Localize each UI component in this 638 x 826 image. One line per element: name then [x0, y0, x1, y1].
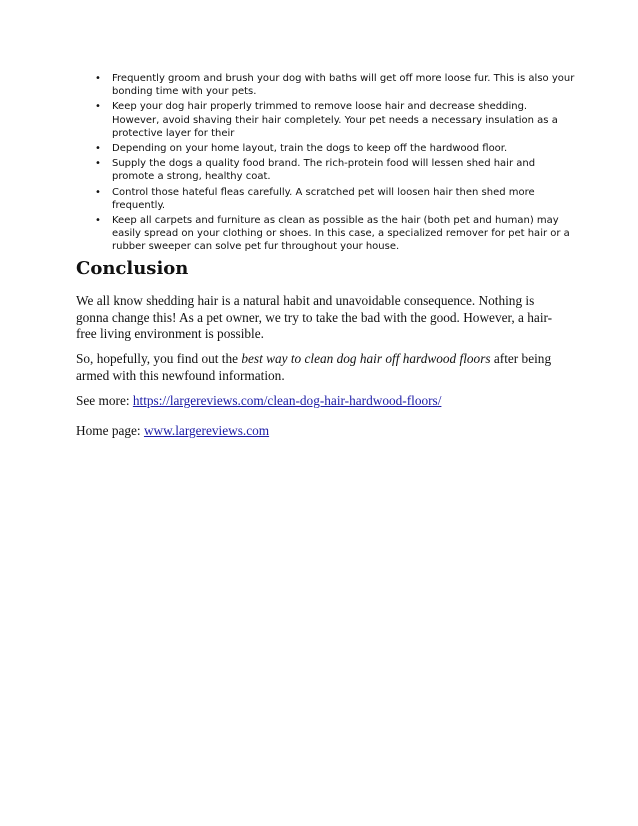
list-item — [76, 72, 576, 98]
bullet-text: Keep all carpets and furniture as clean as possible as the hair (both pet and human) may easily spread on your clothing or shoes. In this case, a specialized remover for pet hair or a rubber sweeper can solve pet fur throughout your house. — [112, 215, 570, 253]
list-item — [76, 157, 576, 183]
see-more-link[interactable]: https://largereviews.com/clean-dog-hair-hardwood-floors/ — [132, 393, 442, 408]
summary-paragraph — [76, 351, 566, 384]
tips-bullet-list — [76, 72, 576, 256]
summary-text-start: So, hopefully, you find out the — [76, 351, 242, 366]
bullet-text: Keep your dog hair properly trimmed to remove loose hair and decrease shedding. However, avoid shaving their hair completely. Your pet needs a necessary insulation as a protective layer for their — [112, 101, 558, 139]
list-item — [76, 186, 576, 212]
list-item — [76, 100, 576, 140]
bullet-text: Depending on your home layout, train the dogs to keep off the hardwood floor. — [112, 143, 508, 155]
bullet-icon: • — [95, 143, 101, 155]
bullet-icon: • — [95, 186, 101, 198]
conclusion-paragraph: We all know shedding hair is a natural habit and unavoidable consequence. Nothing is gonna change this! As a pet owner, we try to take the bad with the good. However, a hair-free living environment is possible. — [76, 293, 553, 341]
bullet-text: Supply the dogs a quality food brand. The rich-protein food will lessen shed hair and promote a strong, healthy coat. — [112, 158, 536, 183]
bullet-text: Control those hateful fleas carefully. A scratched pet will loosen hair then shed more frequently. — [112, 186, 535, 211]
conclusion-heading: Conclusion — [76, 258, 189, 279]
summary-italic-phrase: best way to clean dog hair off hardwood floors — [241, 351, 491, 366]
list-item — [76, 142, 576, 155]
list-item — [76, 214, 576, 254]
summary-text-end: after being armed with this newfound information. — [76, 351, 552, 383]
bullet-icon: • — [95, 73, 101, 84]
bullet-icon: • — [95, 215, 101, 227]
home-page-label: Home page: — [76, 423, 144, 438]
see-more-label: See more: — [76, 393, 133, 408]
home-page-link[interactable]: www.largereviews.com — [143, 423, 270, 438]
bullet-icon: • — [95, 158, 101, 170]
bullet-text: Frequently groom and brush your dog with baths will get off more loose fur. This is also your bonding time with your pets. — [112, 73, 575, 98]
bullet-icon: • — [95, 101, 101, 113]
home-page-line — [76, 423, 566, 440]
see-more-line — [76, 393, 566, 410]
